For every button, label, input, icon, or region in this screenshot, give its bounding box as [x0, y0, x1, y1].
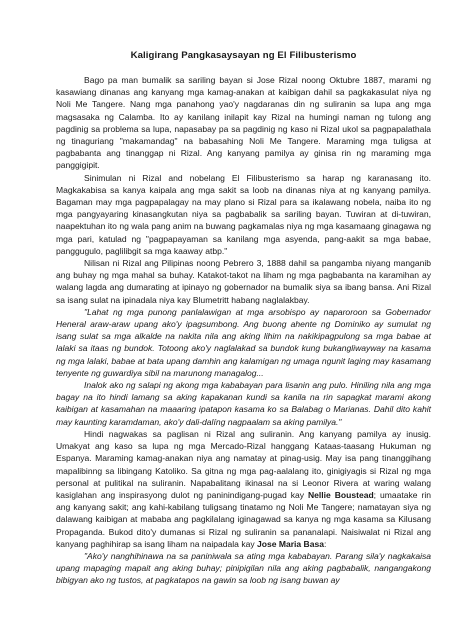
paragraph-text: ; umaatake rin ang kanyang sakit; ang kahi-kabilang tuligsang tinatamo ng Noli Me Tangere; namatayan siya ng dalawang kaibigan at mababa ang pagkilalang iginagawad sa kanya ng mga kasama sa Kilusang Propaganda. Bukod dito'y dumanas si Rizal ng suliranin sa pananalapi. Naisiwalat ni Rizal ang kanyang paghihirap sa isang liham na naipadala kay: [56, 489, 431, 549]
document-title: Kaligirang Pangkasaysayan ng El Filibusterismo: [130, 50, 357, 61]
body-paragraph: [56, 172, 431, 257]
paragraph-text: Nilisan ni Rizal ang Pilipinas noong Pebrero 3, 1888 dahil sa pangamba niyang manganib ang buhay ng mga mahal sa buhay. Katakot-takot na liham ng mga pagbabanta na karamihan ay walang lagda ang dumarating at ipinayo ng gobernador na bumalik siya sa ibang bansa. Ani Rizal sa isang sulat na ipinadala niya kay Blumetritt habang naglalakbay.: [56, 258, 431, 305]
body-paragraph: [56, 428, 431, 550]
paragraph-text: Bago pa man bumalik sa sariling bayan si Jose Rizal noong Oktubre 1887, marami ng kasawiang dinanas ang kanyang mga kamag-anakan at kaibigan dahil sa pagkakasulat niya ng Noli Me Tangere. Nang mga panahong yao'y nagdaranas din ng suliranin sa lupa ang mga magsasaka ng Calamba. Ito ay kanilang inilapit kay Rizal na humingi naman ng tulong ang pagdinig sa problema sa lupa, napasabay pa sa pagdinig ng kaso ni Rizal ukol sa pagpapalathala ng tinaguriang "makamandag" na babasahing Noli Me Tangere. Maraming mga tuligsa at pagbabanta ang tinanggap ni Rizal. Ang kanyang pamilya ay ginisa rin ng maraming mga panggigipit.: [56, 75, 431, 171]
paragraph-text: "Ako'y nanghihinawa na sa paniniwala sa ating mga kababayan. Parang sila'y nagkakaisa upang mapaging mapait ang aking buhay; pinipigilan nila ang aking pagbabalik, nangangakong bibigyan ako ng tustos, at pagkatapos na gawin sa loob ng isang buwan ay: [56, 550, 431, 586]
paragraph-text: "Lahat ng mga punong panlalawigan at mga arsobispo ay naparoroon sa Gobernador Heneral araw-araw upang ako'y ipagsumbong. Ang buong ahente ng Dominiko ay sumulat ng isang sulat sa mga alkalde na nakita nila ang aking lihim na nakikipagpulong sa mga babae at lalaki sa itaas ng bundok. Totoong ako'y naglalakad sa bundok kung bukangliwayway na kasama ng mga lalaki, babae at bata upang damhin ang kalamigan ng umaga ngunit laging may kasamang tenyente ng guwardiya sibil na marunong managalog...: [56, 306, 431, 378]
paragraph-text: Hindi nagwakas sa paglisan ni Rizal ang suliranin. Ang kanyang pamilya ay inusig. Umakyat ang kaso sa lupa ng mga Mercado-Rizal hanggang Kataas-taasang Hukuman ng Espanya. Maraming kamag-anakan niya ang namatay at pinag-usig. May isa pang tinanggihang mapalibinng sa libingang Katoliko. Sa gitna ng mga pag-aalalang ito, ginigiyagis si Rizal ng mga personal at pulitikal na suliranin. Napabalitang ikinasal na si Leonor Rivera at waring walang kasiglahan ang inspirasyong dulot ng paninindigang-pugad kay: [56, 428, 431, 500]
paragraph-text: Sinimulan ni Rizal and nobelang El Filibusterismo sa harap ng karanasang ito. Magkakabisa sa kanya kaipala ang mga sakit sa loob na dinanas niya at ng kanyang pamilya. Bagaman may mga pagpapalagay na may plano si Rizal para sa ikalawang nobela, naiba ito ng mga pangyayaring kinasangkutan niya sa pagbabalik sa sariling bayan. Tuwiran at di-tuwiran, naapektuhan ito ng wala pang anim na buwang pagkamalas niya ng mga kasamaang ginagawa ng mga pari, katulad ng "pagpapayaman sa kanilang mga asyenda, pang-aakit sa mga babae, panggugulo, paglilibgit sa mga kaaway atbp.": [56, 172, 431, 256]
bold-name-text: Nellie Boustead: [307, 489, 374, 500]
body-paragraph: [56, 74, 431, 172]
paragraph-text: Inalok ako ng salapi ng akong mga kababayan para lisanin ang pulo. Hiniling nila ang mga bagay na ito hindi lamang sa aking kapakanan kundi sa kanila na rin sapagkat marami akong kaibigan at kasamahan na maaaring ipatapon kasama ko sa Balabag o Marianas. Dahil dito kahit may kaunting karamdaman, ako'y dali-dalíng nagpaalam sa aking pamilya.": [56, 380, 431, 427]
document-body: [56, 74, 431, 587]
quote-paragraph: [56, 306, 431, 379]
quote-paragraph: [56, 379, 431, 428]
bold-name-text: Jose Maria Basa: [257, 538, 324, 549]
body-paragraph: [56, 257, 431, 306]
quote-paragraph: [56, 550, 431, 587]
paragraph-text: :: [324, 538, 327, 549]
